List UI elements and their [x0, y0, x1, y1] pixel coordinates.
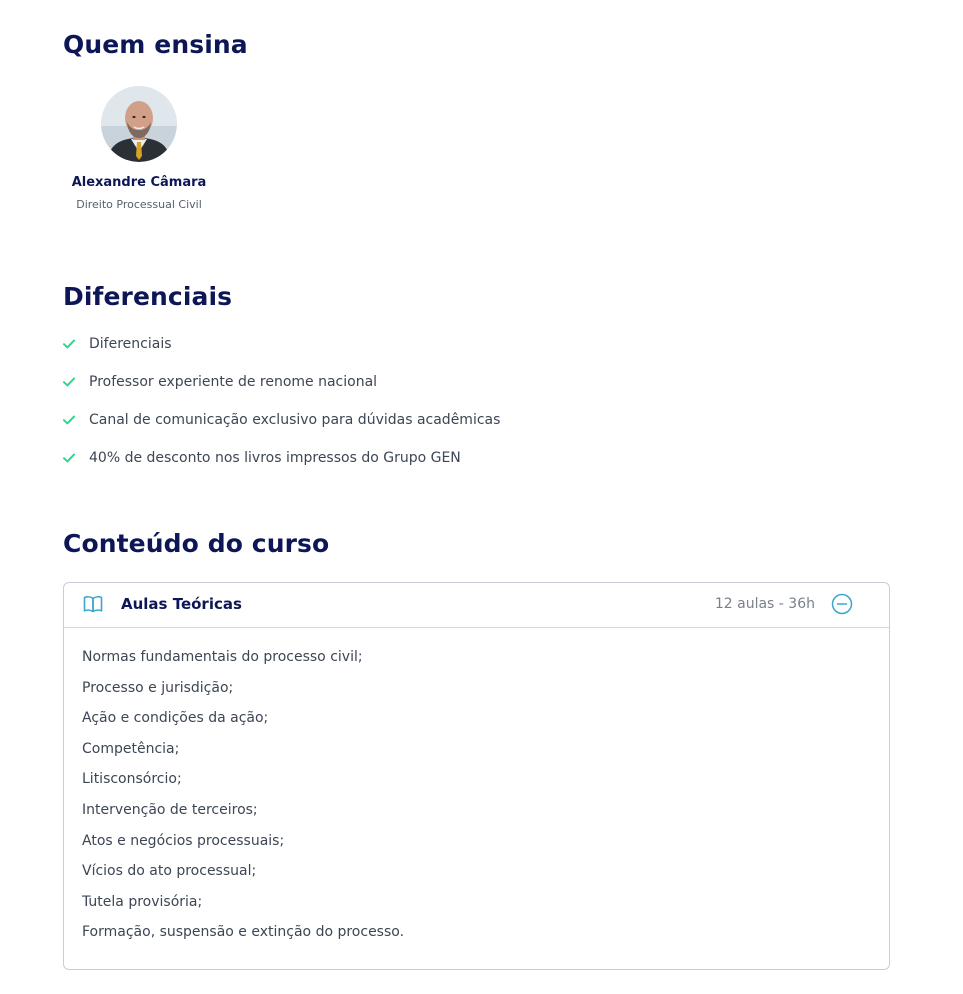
check-icon [63, 333, 89, 355]
check-icon [63, 371, 89, 393]
topic-item: Processo e jurisdição; [82, 679, 234, 696]
topic-item: Competência; [82, 740, 180, 757]
feature-text: Professor experiente de renome nacional [89, 374, 378, 390]
topic-item: Tutela provisória; [82, 893, 203, 910]
topic-item: Atos e negócios processuais; [82, 832, 285, 849]
teacher-card[interactable] [63, 86, 215, 211]
topic-item: Ação e condições da ação; [82, 710, 269, 727]
check-icon [63, 409, 89, 431]
topic-item: Litisconsórcio; [82, 771, 182, 788]
teacher-subject: Direito Processual Civil [76, 198, 202, 211]
feature-item [63, 409, 500, 447]
topic-item: Intervenção de terceiros; [82, 801, 258, 818]
features-list [63, 333, 500, 485]
section-title-content: Conteúdo do curso [63, 529, 330, 558]
topic-item: Formação, suspensão e extinção do processo. [82, 924, 405, 941]
feature-text: Diferenciais [89, 336, 172, 352]
course-module-accordion [63, 582, 890, 970]
feature-text: Canal de comunicação exclusivo para dúvidas acadêmicas [89, 412, 501, 428]
teacher-name: Alexandre Câmara [71, 175, 207, 190]
feature-item [63, 447, 500, 485]
teacher-avatar [101, 86, 177, 162]
module-meta: 12 aulas - 36h [714, 596, 815, 612]
feature-item [63, 333, 500, 371]
topics-list [64, 628, 889, 953]
section-title-features: Diferenciais [63, 282, 233, 311]
minus-circle-icon[interactable] [831, 593, 853, 615]
feature-item [63, 371, 500, 409]
feature-text: 40% de desconto nos livros impressos do Grupo GEN [89, 450, 461, 466]
check-icon [63, 447, 89, 469]
section-title-teachers: Quem ensina [63, 30, 248, 59]
module-title: Aulas Teóricas [121, 595, 242, 613]
accordion-header[interactable] [64, 583, 889, 628]
topic-item: Normas fundamentais do processo civil; [82, 649, 363, 665]
book-open-icon [83, 595, 103, 613]
topic-item: Vícios do ato processual; [82, 863, 257, 880]
